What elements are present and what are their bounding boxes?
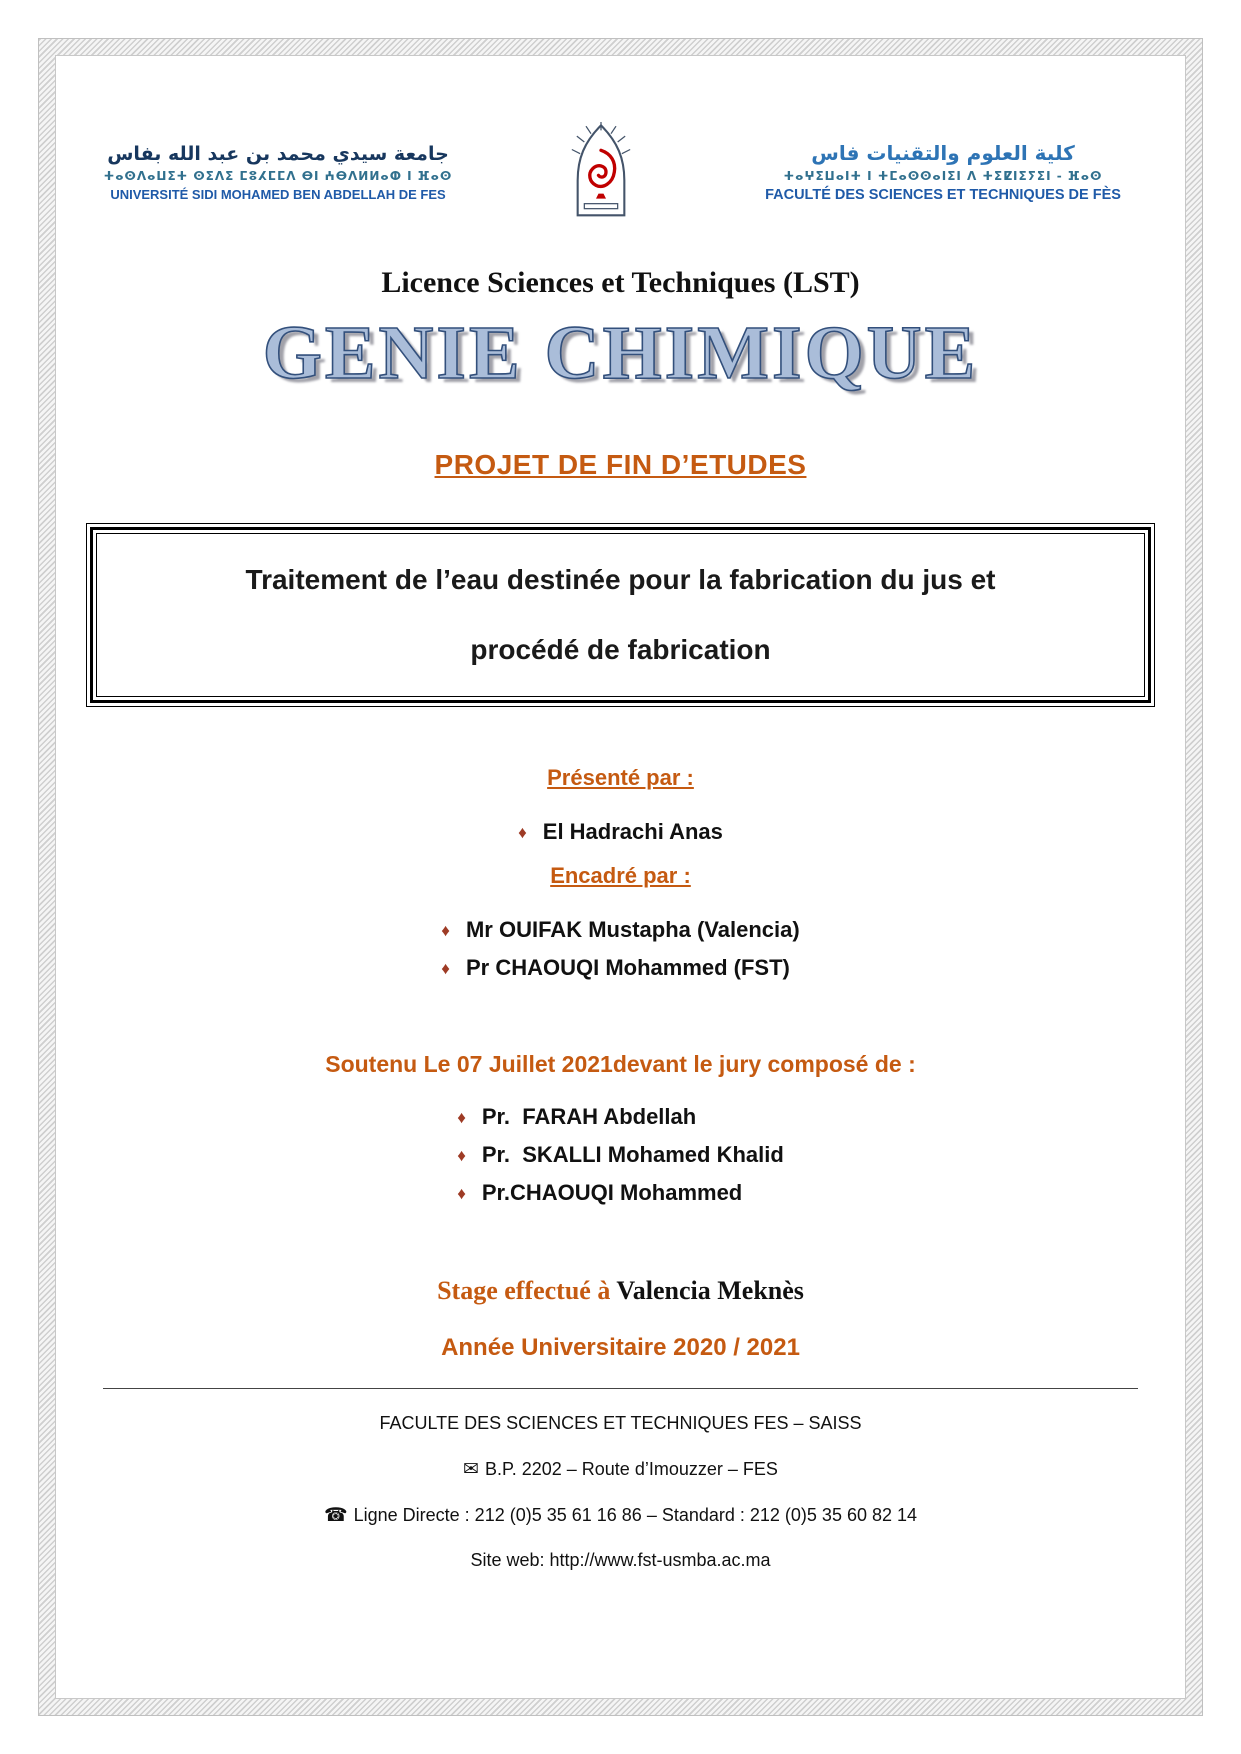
footer-faculty-name: FACULTE DES SCIENCES ET TECHNIQUES FES – SAISS (379, 1413, 862, 1433)
diamond-bullet-icon: ♦ (441, 920, 450, 940)
defense-heading: Soutenu Le 07 Juillet 2021devant le jury composé de : (325, 1051, 916, 1077)
jury-member-name: Pr.CHAOUQI Mohammed (481, 1180, 743, 1205)
supervised-by-heading: Encadré par : (550, 863, 691, 888)
subject-title-line-2: procédé de fabrication (470, 634, 771, 665)
internship-location: Valencia Meknès (616, 1276, 804, 1305)
presented-by-heading: Présenté par : (547, 765, 694, 790)
diamond-bullet-icon: ♦ (518, 822, 527, 842)
university-name-tifinagh: ⵜⴰⵙⴷⴰⵡⵉⵜ ⵙⵉⴷⵉ ⵎⵓⵃⵎⵎⴷ ⴱⵏ ⵄⴱⴷⵍⵍⴰⵀ ⵏ ⴼⴰⵙ (103, 168, 453, 183)
jury-member-name: Pr. FARAH Abdellah (481, 1104, 697, 1129)
document-type-title: PROJET DE FIN D’ETUDES (434, 449, 807, 480)
subject-title-box (86, 523, 1155, 707)
university-name-arabic: جامعة سيدي محمد بن عبد الله بفاس (107, 142, 449, 165)
list-item (457, 1104, 784, 1130)
faculty-name-tifinagh: ⵜⴰⵖⵉⵡⴰⵏⵜ ⵏ ⵜⵎⴰⵙⵙⴰⵏⵉⵏ ⴷ ⵜⵉⵇⵏⵉⵢⵉⵏ - ⴼⴰⵙ (783, 169, 1103, 183)
jury-list (457, 1092, 784, 1218)
supervisor-name: Pr CHAOUQI Mohammed (FST) (465, 955, 790, 980)
internship-prefix: Stage effectué à (437, 1276, 617, 1305)
faculty-name-latin: FACULTÉ DES SCIENCES ET TECHNIQUES DE FÈS (765, 187, 1121, 203)
list-item (457, 1180, 784, 1206)
internship-line (70, 1276, 1171, 1306)
footer-phones-text: Ligne Directe : 212 (0)5 35 61 16 86 – Standard : 212 (0)5 35 60 82 14 (353, 1505, 918, 1525)
specialty-wordart-title: GENIE CHIMIQUE (262, 311, 979, 395)
footer-address (70, 1458, 1171, 1480)
diamond-bullet-icon: ♦ (441, 958, 450, 978)
subject-title-box-inner (96, 533, 1145, 697)
footer-divider (103, 1388, 1138, 1389)
faculty-name-arabic: كلية العلوم والتقنيات فاس (811, 141, 1075, 165)
supervised-by-list (441, 905, 799, 993)
list-item (457, 1142, 784, 1168)
program-title: Licence Sciences et Techniques (LST) (381, 266, 860, 299)
presented-by-list (518, 807, 723, 857)
list-item (518, 819, 723, 845)
diamond-bullet-icon: ♦ (457, 1183, 466, 1203)
university-logo-block (88, 143, 468, 202)
diamond-bullet-icon: ♦ (457, 1145, 466, 1165)
phone-icon: ☎ (323, 1504, 348, 1526)
page-content (70, 70, 1171, 1684)
supervisor-name: Mr OUIFAK Mustapha (Valencia) (465, 917, 800, 942)
header (88, 122, 1153, 222)
jury-member-name: Pr. SKALLI Mohamed Khalid (481, 1142, 784, 1167)
footer-address-text: B.P. 2202 – Route d’Imouzzer – FES (485, 1459, 778, 1479)
footer-phones (70, 1504, 1171, 1526)
subject-title-line-1: Traitement de l’eau destinée pour la fabrication du jus et (245, 564, 996, 595)
academic-year: Année Universitaire 2020 / 2021 (441, 1334, 800, 1361)
subject-title-box-middle-border (90, 527, 1151, 703)
list-item (441, 955, 799, 981)
list-item (441, 917, 799, 943)
university-emblem-icon (558, 122, 644, 222)
university-name-latin: UNIVERSITÉ SIDI MOHAMED BEN ABDELLAH DE FES (110, 186, 446, 202)
diamond-bullet-icon: ♦ (457, 1107, 466, 1127)
footer-website (70, 1550, 1171, 1571)
student-name: El Hadrachi Anas (542, 819, 723, 844)
faculty-logo-block (733, 141, 1153, 203)
envelope-icon: ✉ (463, 1458, 480, 1480)
website-link[interactable]: Site web: http://www.fst-usmba.ac.ma (470, 1550, 771, 1570)
